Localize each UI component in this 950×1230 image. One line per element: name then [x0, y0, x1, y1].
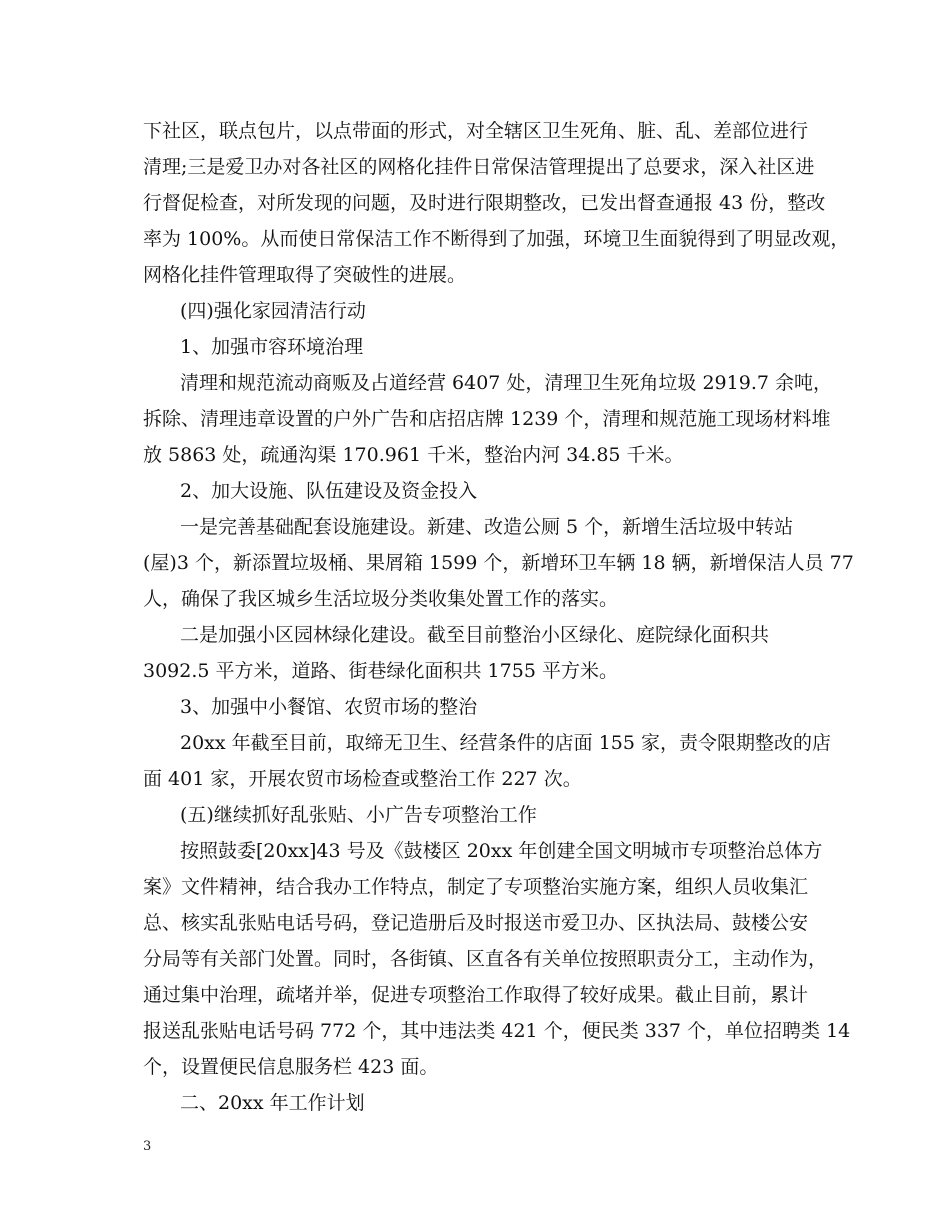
body-text-line: 报送乱张贴电话号码 772 个，其中违法类 421 个，便民类 337 个，单位招聘类 14	[143, 1020, 851, 1042]
body-text-line: 3092.5 平方米，道路、街巷绿化面积共 1755 平方米。	[143, 660, 618, 682]
section-heading: (五)继续抓好乱张贴、小广告专项整治工作	[180, 804, 537, 826]
body-text-line: 网格化挂件管理取得了突破性的进展。	[143, 264, 467, 286]
body-text-line: 一是完善基础配套设施建设。新建、改造公厕 5 个，新增生活垃圾中转站	[180, 516, 794, 538]
body-text-line: 分局等有关部门处置。同时，各街镇、区直各有关单位按照职责分工，主动作为，	[143, 948, 828, 970]
body-text-line: 率为 100%。从而使日常保洁工作不断得到了加强，环境卫生面貌得到了明显改观，	[143, 228, 850, 250]
body-text-line: 清理;三是爱卫办对各社区的网格化挂件日常保洁管理提出了总要求，深入社区进	[143, 156, 815, 178]
body-text-line: 行督促检查，对所发现的问题，及时进行限期整改，已发出督查通报 43 份，整改	[143, 192, 826, 214]
body-text-line: (屋)3 个，新添置垃圾桶、果屑箱 1599 个，新增环卫车辆 18 辆，新增保洁人员 77	[143, 552, 854, 574]
body-text-line: 案》文件精神，结合我办工作特点，制定了专项整治实施方案，组织人员收集汇	[143, 876, 809, 898]
body-text-line: 二是加强小区园林绿化建设。截至目前整治小区绿化、庭院绿化面积共	[180, 624, 770, 646]
body-text-line: 总、核实乱张贴电话号码，登记造册后及时报送市爱卫办、区执法局、鼓楼公安	[143, 912, 809, 934]
body-text-line: 20xx 年截至目前，取缔无卫生、经营条件的店面 155 家，责令限期整改的店	[180, 732, 831, 754]
body-text-line: 按照鼓委[20xx]43 号及《鼓楼区 20xx 年创建全国文明城市专项整治总体方	[180, 840, 823, 862]
body-text-line: 放 5863 处，疏通沟渠 170.961 千米，整治内河 34.85 千米。	[143, 444, 684, 466]
body-text-line: 通过集中治理，疏堵并举，促进专项整治工作取得了较好成果。截止目前，累计	[143, 984, 809, 1006]
body-text-line: 面 401 家，开展农贸市场检查或整治工作 227 次。	[143, 768, 582, 790]
body-text-line: 拆除、清理违章设置的户外广告和店招店牌 1239 个，清理和规范施工现场材料堆	[143, 408, 831, 430]
body-text-line: 个，设置便民信息服务栏 423 面。	[143, 1056, 439, 1078]
body-text-line: 下社区，联点包片，以点带面的形式，对全辖区卫生死角、脏、乱、差部位进行	[143, 120, 809, 142]
section-heading: 二、20xx 年工作计划	[180, 1092, 365, 1114]
subsection-heading: 3、加强中小餐馆、农贸市场的整治	[180, 696, 478, 718]
body-text-line: 清理和规范流动商贩及占道经营 6407 处，清理卫生死角垃圾 2919.7 余吨，	[180, 372, 832, 394]
subsection-heading: 2、加大设施、队伍建设及资金投入	[180, 480, 478, 502]
section-heading: (四)强化家园清洁行动	[180, 300, 366, 322]
subsection-heading: 1、加强市容环境治理	[180, 336, 364, 358]
body-text-line: 人，确保了我区城乡生活垃圾分类收集处置工作的落实。	[143, 588, 619, 610]
page-number: 3	[143, 1139, 152, 1154]
